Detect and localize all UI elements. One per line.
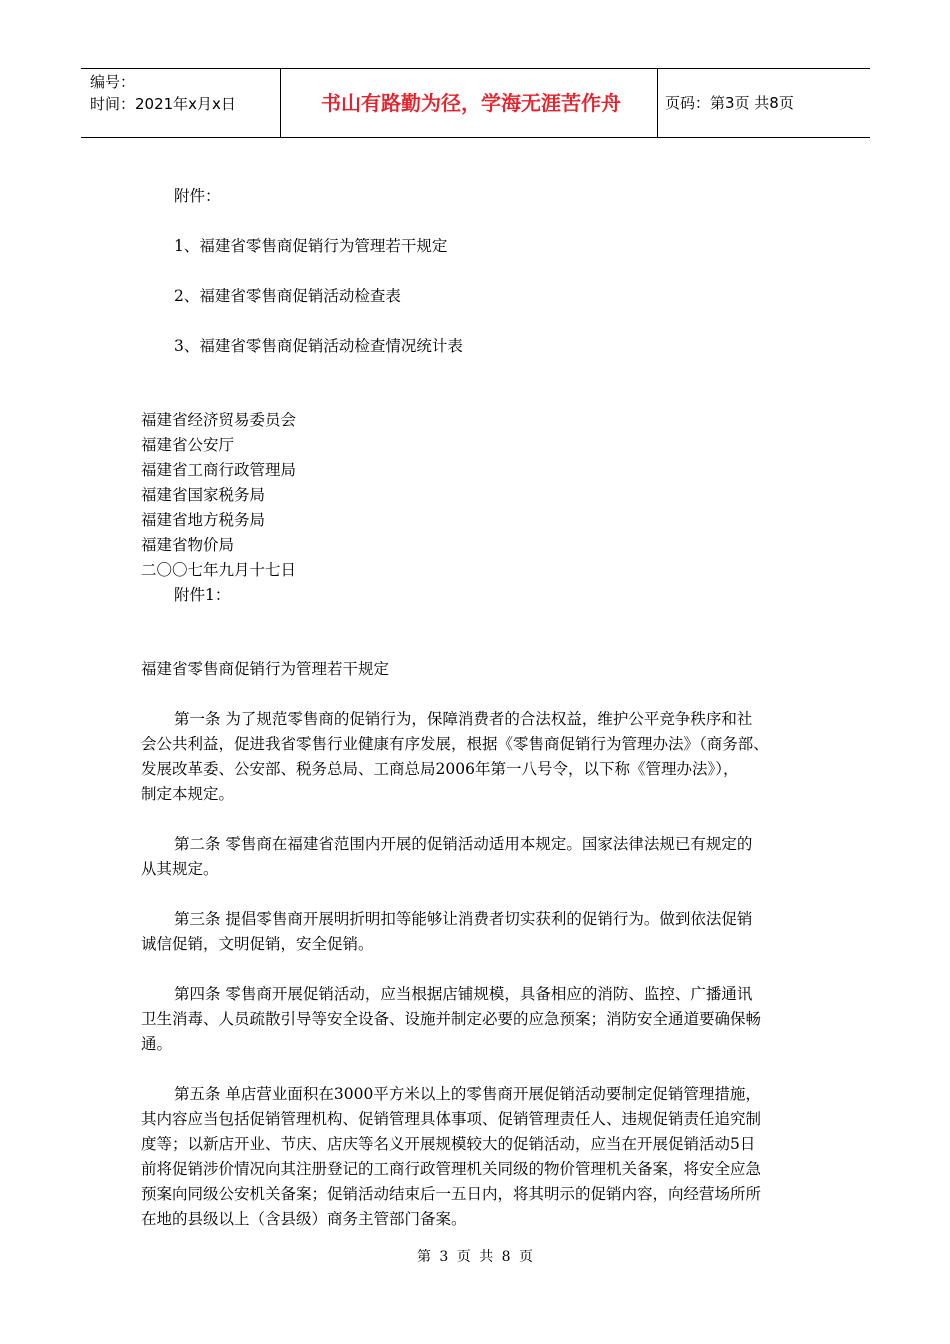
footer-current-page: 3 [439,1249,449,1265]
article-5-line: 在地的县级以上（含县级）商务主管部门备案。 [141,1210,467,1228]
header-page-info: 页码：第3页 共8页 [665,94,794,112]
issuer-line: 福建省物价局 [141,536,235,554]
article-4-line: 通。 [141,1035,173,1053]
article-1-line: 制定本规定。 [141,785,235,803]
attachment-item: 3、福建省零售商促销活动检查情况统计表 [174,337,463,355]
article-4-line: 第四条 零售商开展促销活动，应当根据店铺规模，具备相应的消防、监控、广播通讯 [174,985,753,1003]
article-2-line: 从其规定。 [141,860,219,878]
document-title: 福建省零售商促销行为管理若干规定 [141,660,390,678]
issuer-line: 福建省地方税务局 [141,511,266,529]
article-3-line: 第三条 提倡零售商开展明折明扣等能够让消费者切实获利的促销行为。做到依法促销 [174,910,753,928]
article-2-line: 第二条 零售商在福建省范围内开展的促销活动适用本规定。国家法律法规已有规定的 [174,835,753,853]
issuer-line: 福建省国家税务局 [141,486,266,504]
issuer-line: 福建省公安厅 [141,436,235,454]
header-left [90,71,236,115]
attachment1-label: 附件1： [174,586,231,604]
page-footer [0,1246,950,1266]
article-5-line: 其内容应当包括促销管理机构、促销管理具体事项、促销管理责任人、违规促销责任追究制 [141,1110,762,1128]
article-5-line: 预案向同级公安机关备案；促销活动结束后一五日内，将其明示的促销内容，向经营场所所 [141,1185,762,1203]
footer-gong: 共 [479,1249,494,1265]
footer-ye: 页 [456,1249,471,1265]
article-1-line: 第一条 为了规范零售商的促销行为，保障消费者的合法权益，维护公平竞争秩序和社 [174,710,753,728]
issue-date: 二〇〇七年九月十七日 [141,561,297,579]
issuer-line: 福建省经济贸易委员会 [141,411,297,429]
attachment-item: 2、福建省零售商促销活动检查表 [174,287,401,305]
footer-ye: 页 [519,1249,534,1265]
document-number-label: 编号： [90,73,136,91]
page-header [81,68,870,138]
footer-di: 第 [416,1249,431,1265]
article-5-line: 度等；以新店开业、节庆、店庆等名义开展规模较大的促销活动，应当在开展促销活动5日 [141,1135,756,1153]
footer-total-pages: 8 [501,1249,511,1265]
article-5-line: 前将促销涉价情况向其注册登记的工商行政管理机关同级的物价管理机关备案，将安全应急 [141,1160,762,1178]
attachments-title: 附件： [174,187,221,205]
article-5-line: 第五条 单店营业面积在3000平方米以上的零售商开展促销活动要制定促销管理措施， [174,1085,761,1103]
article-1-line: 会公共利益，促进我省零售行业健康有序发展，根据《零售商促销行为管理办法》（商务部、 [141,735,769,753]
article-4-line: 卫生消毒、人员疏散引导等安全设备、设施并制定必要的应急预案；消防安全通道要确保畅 [141,1010,762,1028]
header-motto: 书山有路勤为径，学海无涯苦作舟 [321,91,621,115]
issuer-line: 福建省工商行政管理局 [141,461,297,479]
header-divider [657,69,658,137]
document-time-label: 时间：2021年x月x日 [90,95,236,113]
article-3-line: 诚信促销，文明促销，安全促销。 [141,935,374,953]
article-1-line: 发展改革委、公安部、税务总局、工商总局2006年第一八号令，以下称《管理办法》）， [141,760,739,778]
attachment-item: 1、福建省零售商促销行为管理若干规定 [174,237,448,255]
